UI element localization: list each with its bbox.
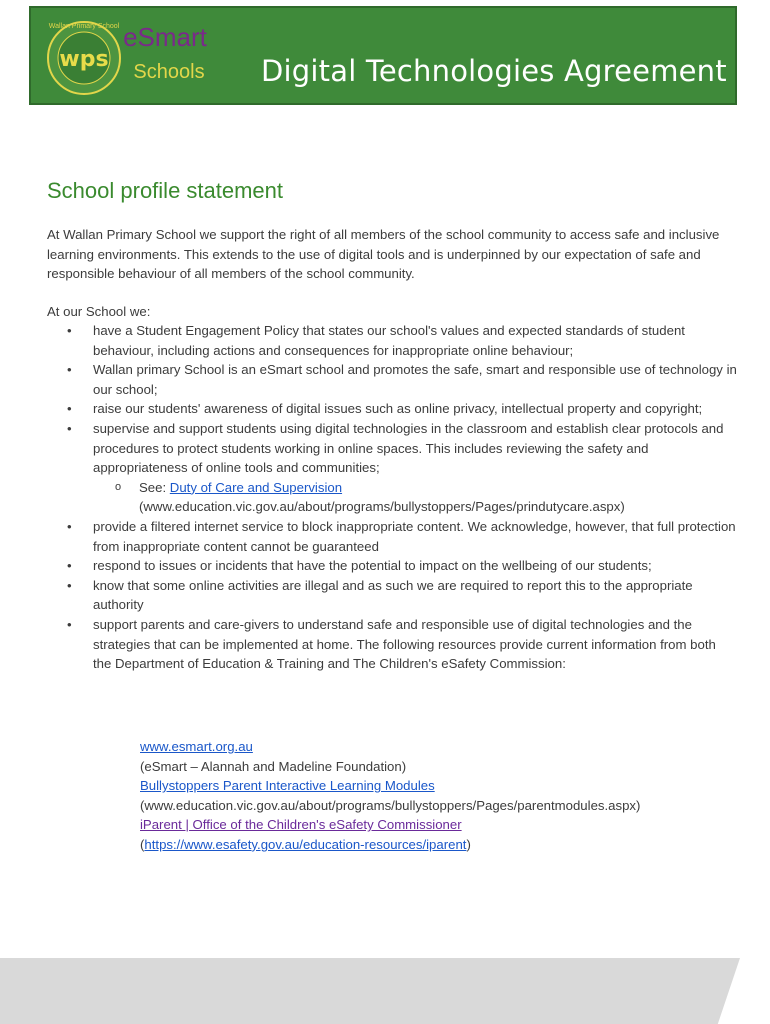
commitment-list [47, 321, 737, 674]
resource-list [140, 737, 740, 855]
logo-schools: Schools [133, 61, 205, 83]
logo-esmart: eSmart [123, 22, 207, 52]
footer-band [0, 958, 740, 1024]
esmart-link[interactable]: www.esmart.org.au [140, 739, 253, 754]
duty-of-care-link[interactable]: Duty of Care and Supervision [169, 479, 343, 495]
school-logo [39, 14, 209, 98]
list-item-text: Wallan primary School is an eSmart school and promotes the safe, smart and responsible use of technology in our school; [93, 362, 737, 397]
list-item [47, 419, 737, 517]
iparent-paren-close: ) [466, 836, 471, 852]
list-item [47, 576, 737, 615]
list-item-text: know that some online activities are illegal and as such we are required to report this to the appropriate authority [93, 577, 693, 613]
iparent-link[interactable]: iParent | Office of the Children's eSafety Commissioner [140, 817, 462, 833]
sub-item-prefix: See: [139, 479, 170, 495]
list-item [47, 517, 737, 556]
esafety-url-link[interactable]: https://www.esafety.gov.au/education-resources/iparent [144, 836, 467, 852]
list-item-text: provide a filtered internet service to block inappropriate content. We acknowledge, however, that full protection from inappropriate content cannot be guaranteed [93, 518, 736, 554]
intro-paragraph: At Wallan Primary School we support the right of all members of the school community to access safe and inclusive learning environments. This extends to the use of digital tools and is underpinned by our expectation of safe and responsible behaviour of all members of the school community. [47, 227, 720, 282]
list-item-text: support parents and care-givers to understand safe and responsible use of digital technologies and the strategies that can be implemented at home. The following resources provide current information from both the Department of Education & Training and The Children's eSafety Commission: [93, 616, 716, 672]
list-item-text: have a Student Engagement Policy that states our school's values and expected standards of student behaviour, including actions and consequences for inappropriate online behaviour; [93, 323, 685, 358]
list-item [47, 399, 737, 419]
sub-list-item [93, 478, 737, 517]
list-item [47, 360, 737, 399]
sub-list [93, 478, 737, 517]
list-item [47, 615, 737, 674]
logo-ring-text: Wallan Primary School [48, 23, 120, 30]
header-banner [29, 6, 737, 105]
list-item [47, 556, 737, 576]
iparent-paren-open: ( [140, 836, 145, 852]
bullystoppers-link[interactable]: Bullystoppers Parent Interactive Learning Modules [140, 778, 435, 794]
list-item-text: respond to issues or incidents that have the potential to impact on the wellbeing of our students; [93, 558, 652, 574]
duty-of-care-url: (www.education.vic.gov.au/about/programs/bullystoppers/Pages/prindutycare.aspx) [139, 499, 625, 515]
bullystoppers-url: (www.education.vic.gov.au/about/programs/bullystoppers/Pages/parentmodules.aspx) [140, 797, 641, 813]
list-item-text: raise our students' awareness of digital issues such as online privacy, intellectual property and copyright; [93, 401, 703, 417]
list-item-text: supervise and support students using digital technologies in the classroom and establish clear protocols and procedures to protect students working in online spaces. This includes reviewing the safety and appropriateness of online tools and communities; [93, 420, 724, 476]
logo-wps: wps [59, 47, 109, 72]
section-heading: School profile statement [47, 178, 284, 203]
list-item [47, 321, 737, 360]
esmart-description: (eSmart – Alannah and Madeline Foundation) [140, 758, 407, 774]
lead-text: At our School we: [47, 304, 151, 319]
page-title: Digital Technologies Agreement [261, 54, 727, 88]
